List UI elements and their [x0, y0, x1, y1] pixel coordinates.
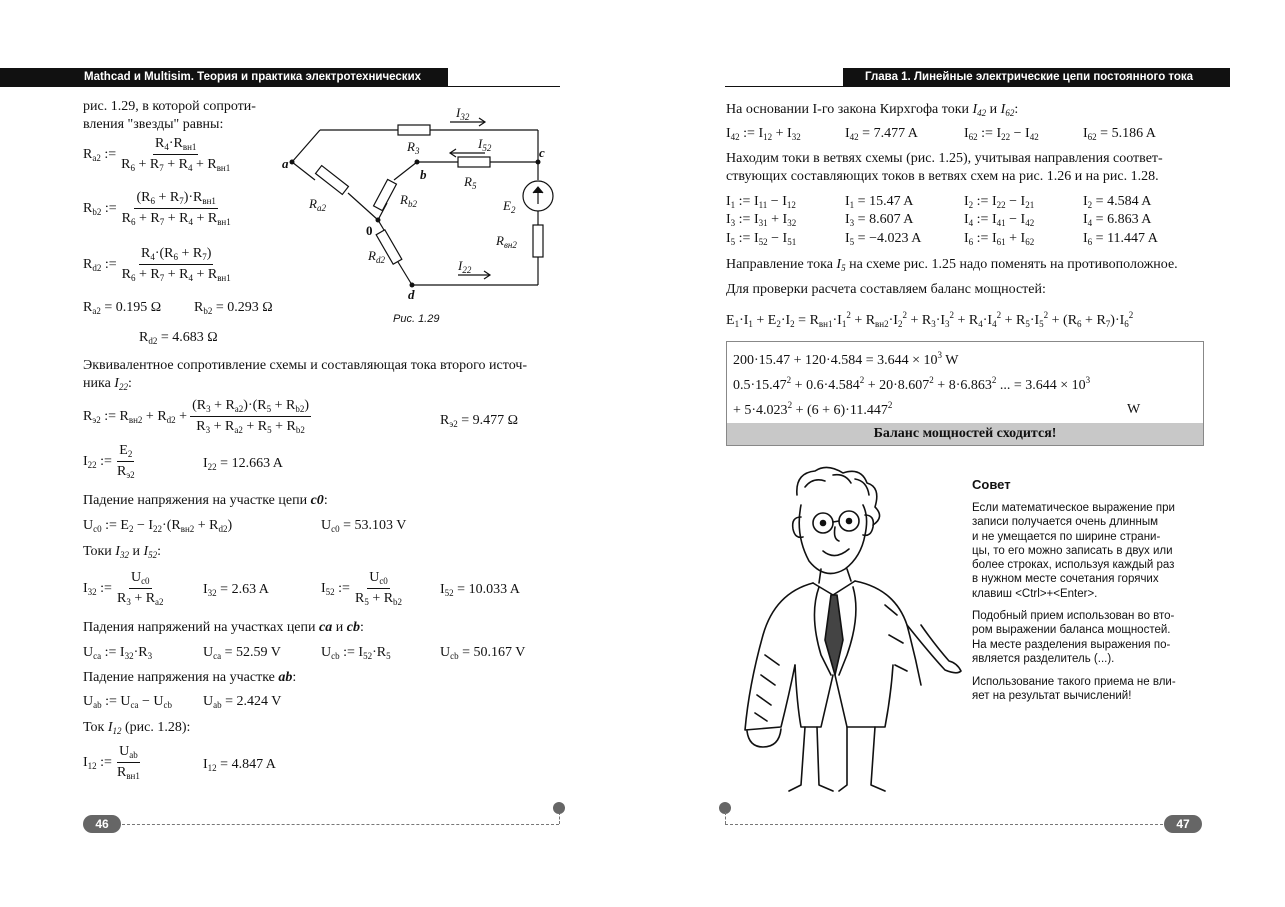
label-I22: $I_{22}$ — [458, 258, 472, 275]
tip-paragraph-3 — [972, 675, 1207, 704]
kirchhoff-text: На основании I-го закона Кирхгофа токи $I_{42}$ и $I_{62}$: — [726, 102, 1019, 118]
result-I32: $I_{32} = 2.63$ A — [203, 582, 269, 598]
footer-rule-left — [122, 824, 559, 825]
formula-Re2: $R_{э2}$ := $R_{вн2} + R_{d2}$ + $\frac{(R_3 + R_{a2})\cdot(R_5 + R_{b2})}{R_3 + R_{a2} + R_5 + R_{b2}}$ — [83, 398, 310, 435]
page-number-right: 47 — [1164, 815, 1202, 833]
equivalent-text-2: ника $I_{22}$: — [83, 376, 132, 392]
node-c: c — [539, 145, 545, 160]
formula-Uab: $U_{ab}$ := $U_{ca} - U_{cb}$ — [83, 694, 173, 710]
currents-text: Токи $I_{32}$ и $I_{52}$: — [83, 544, 162, 560]
tip-line: На месте разделения выражения по- — [972, 638, 1171, 651]
equivalent-text-1: Эквивалентное сопротивление схемы и составляющая тока второго источ- — [83, 358, 528, 373]
result-I1: $I_1 = 15.47$ A — [845, 194, 914, 210]
result-Ucb: $U_{cb} = 50.167$ V — [440, 645, 526, 661]
tip-paragraph-1 — [972, 501, 1207, 601]
left-header-rule-thin — [444, 86, 560, 87]
result-I3: $I_3 = 8.607$ A — [845, 212, 914, 228]
intro-line-1: рис. 1.29, в которой сопроти- — [83, 99, 256, 114]
right-running-header: Глава 1. Линейные электрические цепи постоянного тока — [843, 68, 1230, 87]
tip-line: цы, то его можно записать в двух или — [972, 544, 1173, 557]
label-Rb2: $R_{b2}$ — [400, 192, 417, 209]
formula-I62: $I_{62}$ := $I_{22} - I_{42}$ — [964, 126, 1039, 142]
node-o: 0 — [366, 223, 373, 238]
result-Uab: $U_{ab} = 2.424$ V — [203, 694, 282, 710]
node-d: d — [408, 287, 415, 300]
left-header-rule — [0, 68, 80, 87]
drop-ca-cb-text: Падения напряжений на участках цепи ca и cb: — [83, 620, 364, 635]
formula-Uca: $U_{ca}$ := $I_{32}\cdot R_3$ — [83, 645, 153, 661]
result-Rb2: $R_{b2} = 0.293$ Ω — [194, 300, 273, 316]
balance-result-bar: Баланс мощностей сходится! — [727, 423, 1203, 445]
footer-rule-right — [725, 824, 1163, 825]
label-I52: $I_{52}$ — [478, 136, 492, 153]
tip-line: клавиш <Ctrl>+<Enter>. — [972, 587, 1098, 600]
check-text: Для проверки расчета составляем баланс мощностей: — [726, 282, 1046, 297]
formula-I4: $I_4$ := $I_{41} - I_{42}$ — [964, 212, 1035, 228]
figure-caption: Рис. 1.29 — [393, 313, 440, 325]
formula-I22: $I_{22}$ := $\frac{E_2}{R_{э2}}$ — [83, 443, 135, 480]
tip-line: Подобный прием использован во вто- — [972, 610, 1175, 622]
footer-rule-right-tick — [725, 812, 726, 824]
left-running-header: Mathcad и Multisim. Теория и практика электротехнических расчетов — [80, 68, 448, 87]
balance-line-1: $200\cdot 15.47 + 120\cdot 4.584 = 3.644 \times 10^3$ W — [733, 350, 959, 368]
result-I22: $I_{22} = 12.663$ A — [203, 456, 283, 472]
node-b: b — [420, 167, 427, 182]
formula-I42: $I_{42}$ := $I_{12} + I_{32}$ — [726, 126, 801, 142]
right-header-rule-thin — [725, 86, 843, 87]
page-number-left: 46 — [83, 815, 121, 833]
tip-paragraph-2 — [972, 609, 1207, 666]
formula-I1: $I_1$ := $I_{11} - I_{12}$ — [726, 194, 796, 210]
formula-I3: $I_3$ := $I_{31} + I_{32}$ — [726, 212, 797, 228]
tip-line: ром выражении баланса мощностей. — [972, 624, 1171, 637]
tip-line: более строках, используя каждый раз — [972, 559, 1175, 572]
result-I4: $I_4 = 6.863$ A — [1083, 212, 1152, 228]
balance-line-2: $0.5\cdot 15.47^2 + 0.6\cdot 4.584^2 + 20\cdot 8.607^2 + 8\cdot 6.863^2$ ... = $3.644 \times 10^3$ — [733, 375, 1091, 393]
tip-line: и не умещается по ширине страни- — [972, 530, 1161, 543]
formula-I2: $I_2$ := $I_{22} - I_{21}$ — [964, 194, 1035, 210]
result-Rd2: $R_{d2} = 4.683$ Ω — [139, 330, 218, 346]
formula-I6: $I_6$ := $I_{61} + I_{62}$ — [964, 231, 1035, 247]
drop-c0-text: Падение напряжения на участке цепи c0: — [83, 493, 328, 508]
balance-box — [726, 341, 1204, 446]
formula-Ra2: $R_{a2}$ := $\frac{R_4\cdot R_{вн1}}{R_6 + R_7 + R_4 + R_{вн1}}$ — [83, 136, 231, 173]
footer-dot-left — [553, 802, 565, 814]
balance-line-3: + $5\cdot 4.023^2 + (6 + 6)\cdot 11.447^2$ — [733, 400, 893, 418]
label-Ra2: $R_{a2}$ — [309, 196, 326, 213]
professor-illustration — [735, 465, 965, 795]
label-I32: $I_{32}$ — [456, 105, 470, 122]
result-I42: $I_{42} = 7.477$ A — [845, 126, 918, 142]
node-a: a — [282, 156, 289, 171]
drop-ab-text: Падение напряжения на участке ab: — [83, 670, 297, 685]
formula-I12: $I_{12}$ := $\frac{U_{ab}}{R_{вн1}}$ — [83, 744, 140, 781]
tip-line: записи получается очень длинным — [972, 516, 1159, 529]
tip-line: Использование такого приема не вли- — [972, 676, 1176, 688]
find-text-1: Находим токи в ветвях схемы (рис. 1.25), учитывая направления соответ- — [726, 151, 1163, 166]
result-I5: $I_5 = -4.023$ A — [845, 231, 922, 247]
tip-line: Если математическое выражение при — [972, 502, 1175, 514]
label-Rd2: $R_{d2}$ — [368, 248, 385, 265]
label-R5: $R_5$ — [464, 174, 477, 191]
balance-unit-W: W — [1127, 402, 1141, 417]
result-I2: $I_2 = 4.584$ A — [1083, 194, 1152, 210]
formula-Ucb: $U_{cb}$ := $I_{52}\cdot R_5$ — [321, 645, 391, 661]
label-R3: $R_3$ — [407, 139, 420, 156]
power-balance-equation: $E_1\cdot I_1 + E_2\cdot I_2 = R_{вн1}\cdot I_1^2 + R_{вн2}\cdot I_2^2 + R_3\cdot I_3^2 + R_4\cdot I_4^2 + R_5\cdot I_5^2 + (R_6 + R_7)\cdot I_6^2$ — [726, 310, 1134, 329]
formula-Rd2: $R_{d2}$ := $\frac{R_4\cdot(R_6 + R_7)}{R_6 + R_7 + R_4 + R_{вн1}}$ — [83, 246, 231, 283]
formula-Rb2: $R_{b2}$ := $\frac{(R_6 + R_7)\cdot R_{вн1}}{R_6 + R_7 + R_4 + R_{вн1}}$ — [83, 190, 231, 227]
direction-text: Направление тока $I_5$ на схеме рис. 1.25 надо поменять на противоположное. — [726, 257, 1178, 273]
tip-line: является разделитель (...). — [972, 652, 1115, 665]
formula-Uc0: $U_{c0}$ := $E_2 - I_{22}\cdot(R_{вн2} + R_{d2})$ — [83, 518, 233, 534]
result-I12: $I_{12} = 4.847$ A — [203, 757, 276, 773]
intro-line-2: вления "звезды" равны: — [83, 117, 224, 132]
tip-title: Совет — [972, 477, 1011, 492]
result-Re2: $R_{э2} = 9.477$ Ω — [440, 413, 519, 429]
formula-I32: $I_{32}$ := $\frac{U_{c0}}{R_3 + R_{a2}}$ — [83, 570, 164, 607]
result-I52: $I_{52} = 10.033$ A — [440, 582, 520, 598]
label-E2: $E_2$ — [503, 198, 516, 215]
result-Uca: $U_{ca} = 52.59$ V — [203, 645, 281, 661]
tip-line: в нужном месте сочетания горячих — [972, 573, 1159, 586]
find-text-2: ствующих составляющих токов в ветвях схем на рис. 1.26 и на рис. 1.28. — [726, 169, 1159, 184]
formula-I52: $I_{52}$ := $\frac{U_{c0}}{R_5 + R_{b2}}$ — [321, 570, 403, 607]
formula-I5: $I_5$ := $I_{52} - I_{51}$ — [726, 231, 797, 247]
label-Rvn2: $R_{вн2}$ — [496, 233, 517, 250]
result-I62: $I_{62} = 5.186$ A — [1083, 126, 1156, 142]
result-Ra2: $R_{a2} = 0.195$ Ω — [83, 300, 162, 316]
tok-text: Ток $I_{12}$ (рис. 1.28): — [83, 720, 191, 736]
circuit-diagram — [280, 100, 570, 300]
result-Uc0: $U_{c0} = 53.103$ V — [321, 518, 407, 534]
tip-line: яет на результат вычислений! — [972, 690, 1132, 703]
result-I6: $I_6 = 11.447$ A — [1083, 231, 1158, 247]
